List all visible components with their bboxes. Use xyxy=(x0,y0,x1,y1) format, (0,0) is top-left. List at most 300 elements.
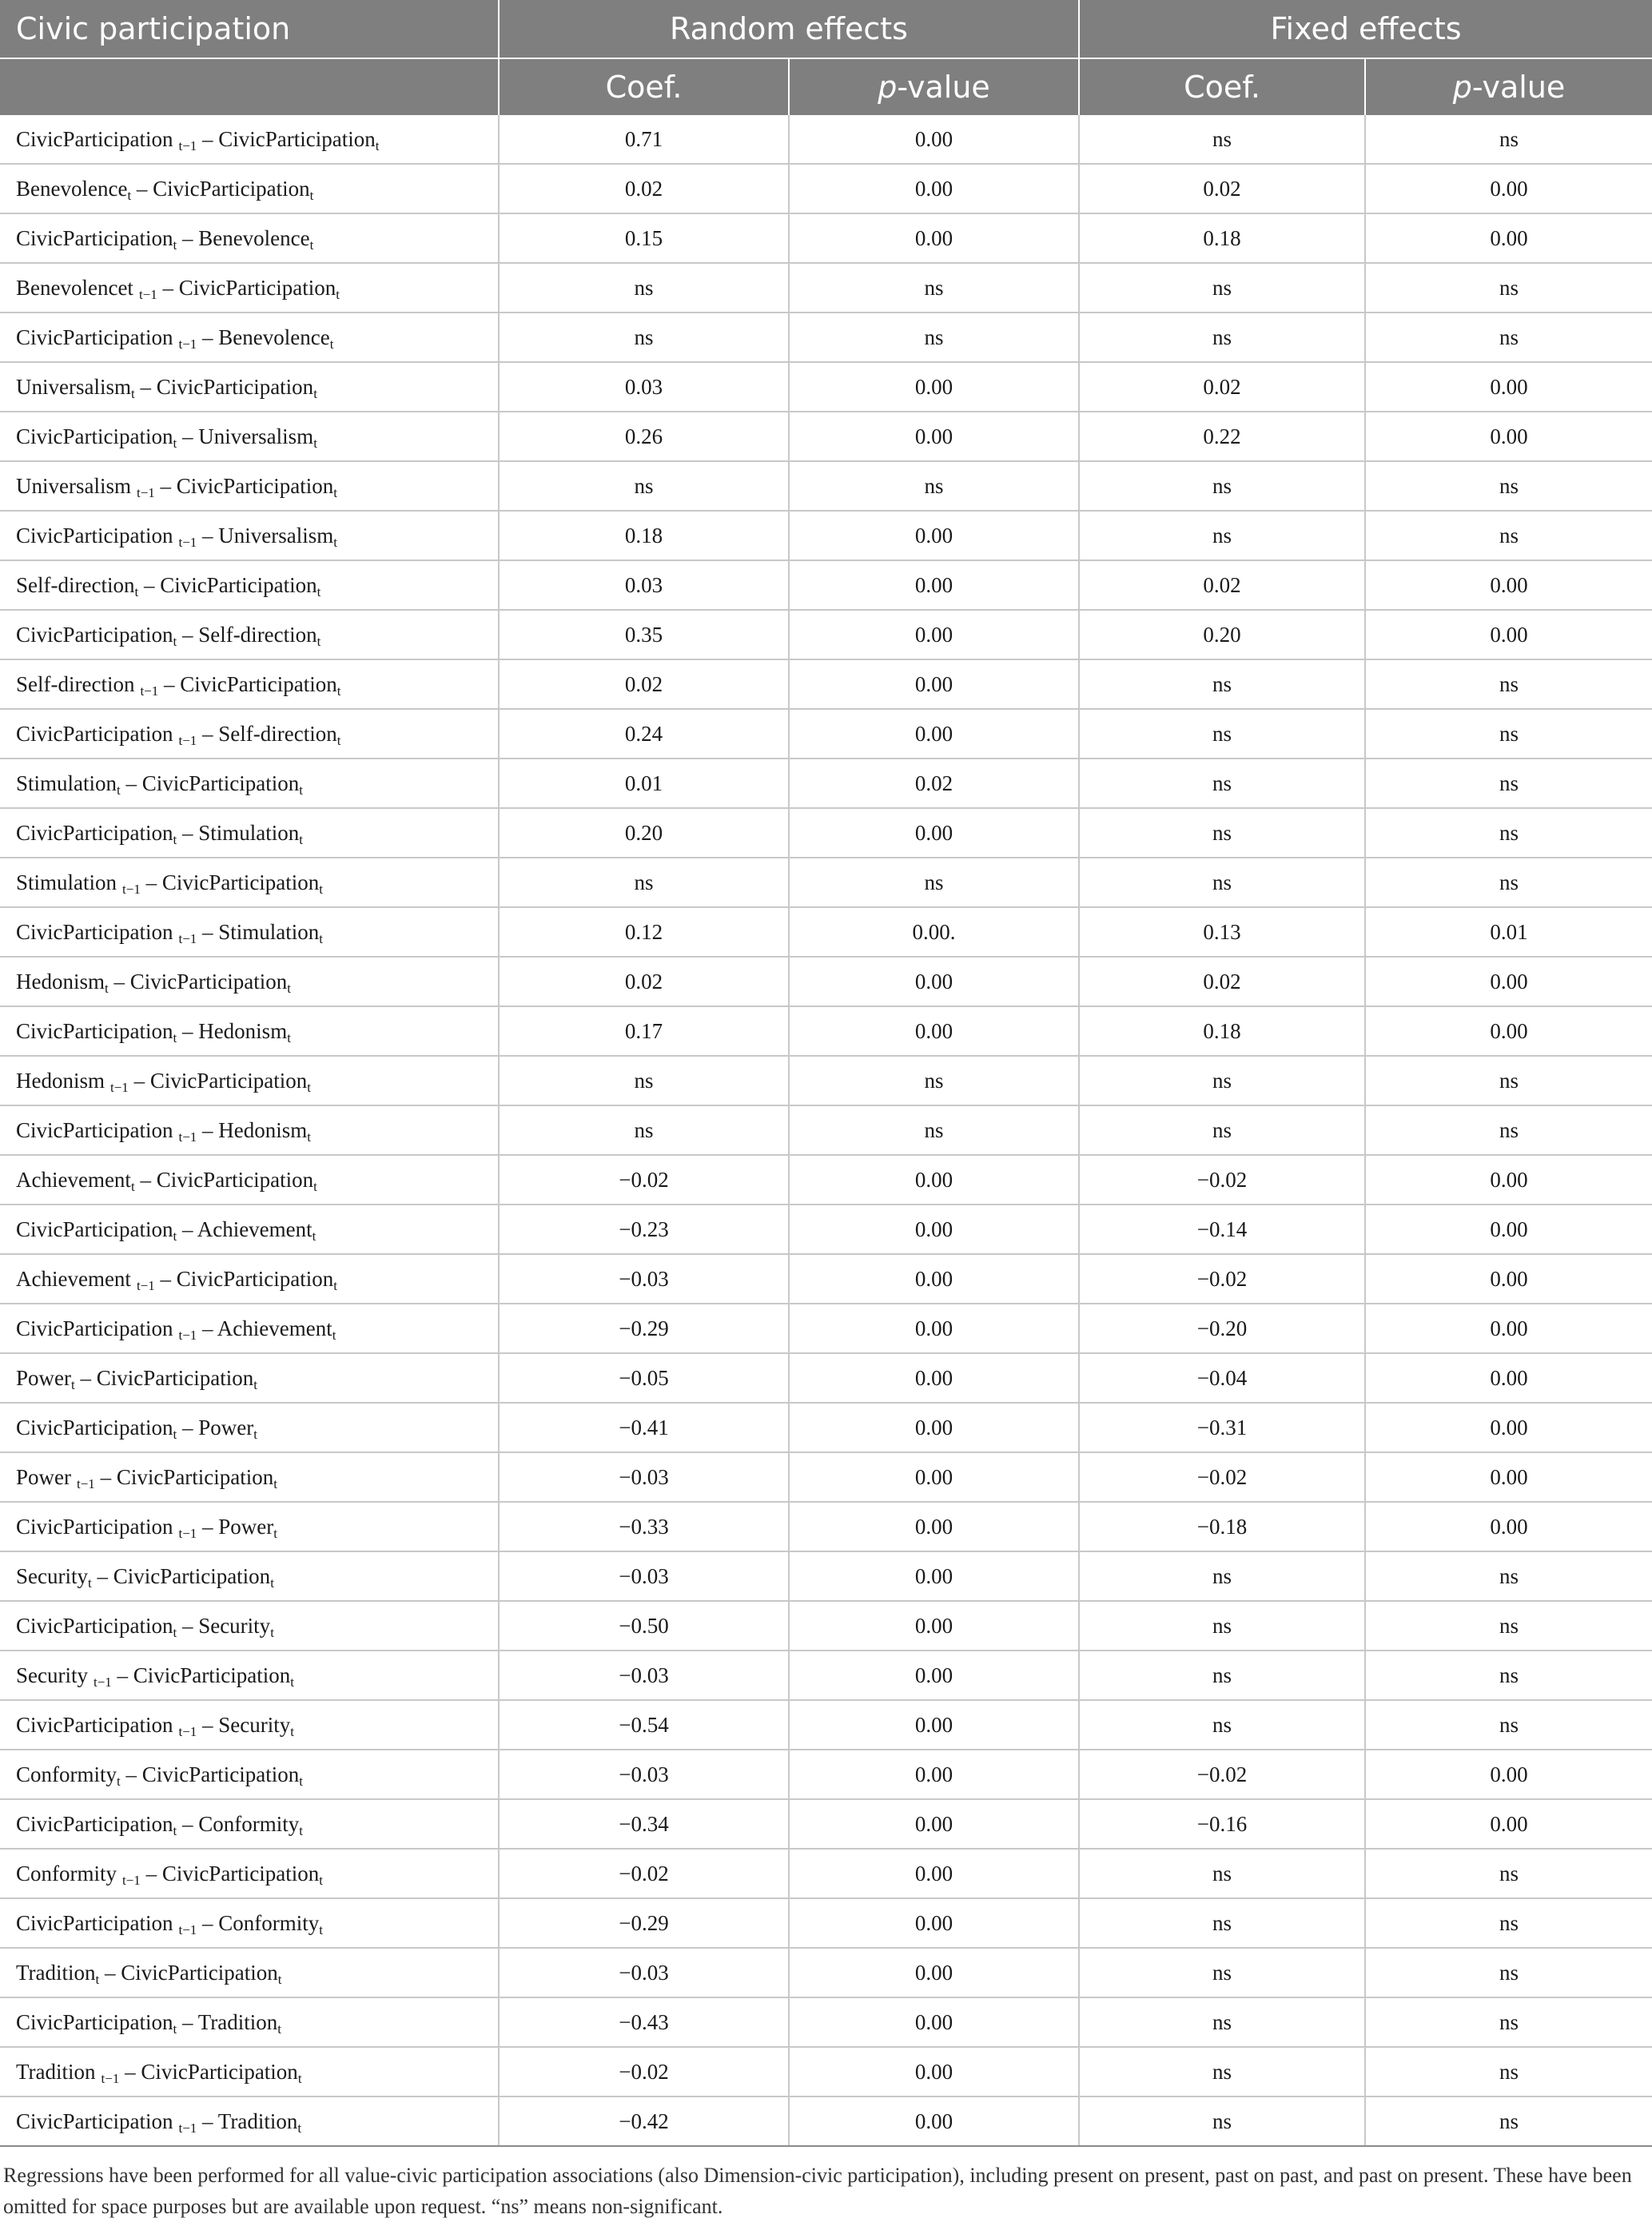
fixed-coef-cell: 0.13 xyxy=(1079,907,1365,957)
label-separator: – xyxy=(119,2059,141,2084)
random-pvalue-cell: 0.00 xyxy=(789,709,1079,759)
table-row xyxy=(0,1006,1652,1056)
label-right-subscript: t xyxy=(270,1624,274,1640)
row-label xyxy=(0,560,499,610)
fixed-coef-cell: −0.20 xyxy=(1079,1304,1365,1353)
label-left-term: CivicParticipation xyxy=(16,325,173,349)
fixed-coef-cell: 0.02 xyxy=(1079,164,1365,213)
random-coef-cell: −0.02 xyxy=(499,1155,789,1205)
label-right-term: CivicParticipation xyxy=(176,473,334,498)
label-left-subscript: t−1 xyxy=(178,1921,197,1937)
fixed-coef-cell: ns xyxy=(1079,313,1365,362)
label-separator: – xyxy=(197,1514,219,1539)
random-coef-cell: ns xyxy=(499,858,789,907)
table-row xyxy=(0,115,1652,164)
label-right-term: Achievement xyxy=(217,1316,332,1340)
random-pvalue-cell: 0.00 xyxy=(789,2097,1079,2146)
label-separator: – xyxy=(128,1068,150,1093)
table-row xyxy=(0,1353,1652,1403)
random-coef-cell: −0.29 xyxy=(499,1304,789,1353)
table-row xyxy=(0,1304,1652,1353)
row-label xyxy=(0,2097,499,2146)
label-separator: – xyxy=(158,671,181,696)
label-left-subscript: t−1 xyxy=(178,336,197,352)
fixed-coef-cell: −0.31 xyxy=(1079,1403,1365,1452)
label-separator: – xyxy=(177,225,199,250)
fixed-pvalue-cell: ns xyxy=(1365,1056,1652,1105)
random-coef-cell: 0.71 xyxy=(499,115,789,164)
row-label xyxy=(0,1997,499,2047)
label-left-subscript: t xyxy=(173,1029,177,1045)
fixed-coef-cell: ns xyxy=(1079,1056,1365,1105)
random-coef-cell: 0.24 xyxy=(499,709,789,759)
label-left-subscript: t−1 xyxy=(178,1129,197,1145)
header-blank-cell xyxy=(0,58,499,115)
row-label xyxy=(0,1304,499,1353)
label-right-term: CivicParticipation xyxy=(161,870,320,894)
table-row xyxy=(0,313,1652,362)
fixed-coef-cell: ns xyxy=(1079,1700,1365,1750)
label-right-subscript: t xyxy=(316,633,321,649)
random-coef-cell: ns xyxy=(499,1056,789,1105)
random-coef-cell: 0.12 xyxy=(499,907,789,957)
label-right-term: CivicParticipation xyxy=(96,1365,254,1390)
row-label xyxy=(0,1948,499,1997)
random-pvalue-cell: 0.00 xyxy=(789,412,1079,461)
label-right-term: CivicParticipation xyxy=(113,1563,271,1588)
fixed-coef-cell: −0.02 xyxy=(1079,1452,1365,1502)
fixed-coef-cell: ns xyxy=(1079,858,1365,907)
random-pvalue-cell: 0.00 xyxy=(789,1651,1079,1700)
label-right-term: Power xyxy=(198,1415,254,1440)
label-left-term: CivicParticipation xyxy=(16,919,173,944)
label-right-subscript: t xyxy=(253,1376,257,1392)
label-separator: – xyxy=(197,126,219,151)
label-separator: – xyxy=(134,374,157,399)
table-header xyxy=(0,0,1652,115)
table-row xyxy=(0,957,1652,1006)
random-pvalue-cell: 0.00 xyxy=(789,1997,1079,2047)
p-letter: p xyxy=(878,70,898,105)
label-left-term: Security xyxy=(16,1663,88,1687)
label-right-subscript: t xyxy=(287,1029,291,1045)
label-separator: – xyxy=(157,275,179,300)
fixed-pvalue-cell: 0.00 xyxy=(1365,1155,1652,1205)
label-right-term: CivicParticipation xyxy=(218,126,376,151)
fixed-coef-cell: 0.18 xyxy=(1079,213,1365,263)
random-coef-cell: −0.03 xyxy=(499,1750,789,1799)
label-right-term: Achievement xyxy=(197,1217,312,1241)
table-row xyxy=(0,1651,1652,1700)
fixed-pvalue-cell: ns xyxy=(1365,461,1652,511)
row-label xyxy=(0,1849,499,1898)
random-coef-cell: −0.50 xyxy=(499,1601,789,1651)
label-separator: – xyxy=(177,1415,199,1440)
random-coef-cell: −0.02 xyxy=(499,1849,789,1898)
row-label xyxy=(0,858,499,907)
fixed-pvalue-cell: 0.00 xyxy=(1365,362,1652,412)
label-separator: – xyxy=(138,572,161,597)
random-coef-cell: 0.01 xyxy=(499,759,789,808)
label-separator: – xyxy=(177,1217,197,1241)
random-coef-cell: −0.02 xyxy=(499,2047,789,2097)
label-right-subscript: t xyxy=(253,1426,257,1442)
row-label xyxy=(0,213,499,263)
label-left-subscript: t xyxy=(127,187,132,203)
fixed-pvalue-cell: ns xyxy=(1365,759,1652,808)
row-label xyxy=(0,610,499,659)
label-left-term: Benevolencet xyxy=(16,275,133,300)
random-coef-cell: 0.03 xyxy=(499,362,789,412)
fixed-pvalue-cell: 0.00 xyxy=(1365,213,1652,263)
label-right-term: CivicParticipation xyxy=(141,771,300,795)
fixed-pvalue-cell: ns xyxy=(1365,2047,1652,2097)
label-separator: – xyxy=(177,2009,198,2034)
label-right-subscript: t xyxy=(270,1575,274,1591)
label-right-term: Benevolence xyxy=(198,225,310,250)
fixed-pvalue-cell: 0.00 xyxy=(1365,1006,1652,1056)
fixed-coef-cell: ns xyxy=(1079,709,1365,759)
label-right-term: CivicParticipation xyxy=(141,1762,300,1786)
label-left-term: Stimulation xyxy=(16,870,117,894)
random-pvalue-cell: 0.02 xyxy=(789,759,1079,808)
label-right-subscript: t xyxy=(277,1971,282,1987)
random-coef-cell: −0.54 xyxy=(499,1700,789,1750)
fixed-coef-cell: ns xyxy=(1079,1651,1365,1700)
label-right-subscript: t xyxy=(375,137,380,153)
fixed-pvalue-cell: 0.00 xyxy=(1365,1403,1652,1452)
table-row xyxy=(0,1155,1652,1205)
random-pvalue-cell: 0.00 xyxy=(789,560,1079,610)
label-separator: – xyxy=(197,1712,219,1737)
row-label xyxy=(0,1799,499,1849)
random-coef-cell: −0.41 xyxy=(499,1403,789,1452)
table-row xyxy=(0,1205,1652,1254)
table-row xyxy=(0,709,1652,759)
row-label xyxy=(0,1254,499,1304)
label-right-subscript: t xyxy=(312,1228,316,1244)
label-left-subscript: t−1 xyxy=(110,1079,129,1095)
label-separator: – xyxy=(108,969,130,994)
label-left-subscript: t xyxy=(173,1426,177,1442)
row-label xyxy=(0,263,499,313)
random-coef-cell: ns xyxy=(499,461,789,511)
label-separator: – xyxy=(177,622,199,647)
label-right-subscript: t xyxy=(319,930,324,946)
random-pvalue-cell: 0.00 xyxy=(789,2047,1079,2097)
fixed-coef-cell: −0.18 xyxy=(1079,1502,1365,1551)
label-separator: – xyxy=(134,1167,157,1192)
label-left-term: CivicParticipation xyxy=(16,1316,173,1340)
random-pvalue-cell: 0.00 xyxy=(789,1750,1079,1799)
label-right-subscript: t xyxy=(307,1079,312,1095)
fixed-coef-cell: ns xyxy=(1079,2047,1365,2097)
fixed-coef-cell: −0.02 xyxy=(1079,1750,1365,1799)
label-right-subscript: t xyxy=(313,385,317,401)
random-pvalue-cell: 0.00 xyxy=(789,1799,1079,1849)
row-label xyxy=(0,164,499,213)
table-row xyxy=(0,263,1652,313)
label-separator: – xyxy=(197,1117,219,1142)
label-separator: – xyxy=(197,1316,217,1340)
random-coef-cell: −0.03 xyxy=(499,1452,789,1502)
random-coef-cell: −0.33 xyxy=(499,1502,789,1551)
label-right-subscript: t xyxy=(273,1525,278,1541)
fixed-pvalue-cell: 0.00 xyxy=(1365,1205,1652,1254)
table-row xyxy=(0,461,1652,511)
label-left-subscript: t−1 xyxy=(178,1525,197,1541)
fixed-pvalue-cell: 0.00 xyxy=(1365,560,1652,610)
row-label xyxy=(0,1452,499,1502)
label-left-term: Self-direction xyxy=(16,671,135,696)
label-left-subscript: t xyxy=(173,237,177,253)
fixed-coef-cell: ns xyxy=(1079,263,1365,313)
row-label xyxy=(0,1155,499,1205)
fixed-coef-cell: −0.02 xyxy=(1079,1155,1365,1205)
row-label xyxy=(0,1750,499,1799)
random-pvalue-cell: 0.00 xyxy=(789,659,1079,709)
label-left-subscript: t−1 xyxy=(136,484,155,500)
label-left-subscript: t−1 xyxy=(136,1277,155,1293)
label-right-term: Stimulation xyxy=(198,820,300,845)
label-right-term: CivicParticipation xyxy=(129,969,288,994)
label-right-subscript: t xyxy=(333,1277,337,1293)
label-left-term: Self-direction xyxy=(16,572,135,597)
row-label xyxy=(0,313,499,362)
random-coef-cell: −0.03 xyxy=(499,1254,789,1304)
table-row xyxy=(0,2097,1652,2146)
random-pvalue-cell: ns xyxy=(789,1105,1079,1155)
label-separator: – xyxy=(140,1861,162,1886)
label-left-term: CivicParticipation xyxy=(16,1018,173,1043)
label-separator: – xyxy=(197,1910,219,1935)
label-left-term: CivicParticipation xyxy=(16,523,173,548)
table-row xyxy=(0,1452,1652,1502)
label-separator: – xyxy=(91,1563,113,1588)
label-left-term: Benevolence xyxy=(16,176,128,201)
label-left-subscript: t−1 xyxy=(178,534,197,550)
label-right-term: Tradition xyxy=(197,2009,278,2034)
row-label xyxy=(0,709,499,759)
random-coef-cell: 0.35 xyxy=(499,610,789,659)
random-coef-cell: ns xyxy=(499,313,789,362)
random-pvalue-cell: 0.00 xyxy=(789,1601,1079,1651)
label-right-subscript: t xyxy=(333,534,337,550)
table-row xyxy=(0,1849,1652,1898)
row-label xyxy=(0,511,499,560)
random-pvalue-cell: 0.00 xyxy=(789,1205,1079,1254)
label-left-subscript: t−1 xyxy=(138,286,157,302)
label-separator: – xyxy=(120,771,142,795)
random-pvalue-cell: 0.00 xyxy=(789,115,1079,164)
label-separator: – xyxy=(177,424,199,448)
label-left-subscript: t−1 xyxy=(93,1674,112,1690)
label-left-subscript: t−1 xyxy=(101,2070,120,2086)
label-right-subscript: t xyxy=(299,1822,303,1838)
label-left-term: CivicParticipation xyxy=(16,820,173,845)
label-left-subscript: t−1 xyxy=(122,881,141,897)
label-left-subscript: t xyxy=(105,980,109,996)
table-row xyxy=(0,213,1652,263)
fixed-pvalue-cell: ns xyxy=(1365,115,1652,164)
random-pvalue-cell: 0.00 xyxy=(789,1898,1079,1948)
fixed-coef-cell: ns xyxy=(1079,1997,1365,2047)
random-coef-cell: 0.15 xyxy=(499,213,789,263)
fixed-pvalue-cell: ns xyxy=(1365,1948,1652,1997)
label-left-subscript: t xyxy=(95,1971,100,1987)
label-right-subscript: t xyxy=(297,2120,302,2136)
label-left-term: CivicParticipation xyxy=(16,622,173,647)
fixed-coef-cell: −0.02 xyxy=(1079,1254,1365,1304)
fixed-pvalue-cell: ns xyxy=(1365,2097,1652,2146)
label-right-term: Security xyxy=(198,1613,271,1638)
label-left-subscript: t−1 xyxy=(178,1723,197,1739)
fixed-coef-cell: ns xyxy=(1079,461,1365,511)
table-row xyxy=(0,362,1652,412)
label-right-term: Tradition xyxy=(217,2109,298,2133)
label-left-subscript: t xyxy=(173,1624,177,1640)
row-label xyxy=(0,808,499,858)
fixed-coef-cell: ns xyxy=(1079,1898,1365,1948)
label-separator: – xyxy=(197,523,219,548)
label-right-term: CivicParticipation xyxy=(116,1464,274,1489)
table-row xyxy=(0,1254,1652,1304)
header-fixed-pvalue xyxy=(1365,58,1652,115)
label-right-term: Self-direction xyxy=(198,622,317,647)
label-right-subscript: t xyxy=(290,1723,294,1739)
header-row-columns xyxy=(0,58,1652,115)
fixed-coef-cell: ns xyxy=(1079,2097,1365,2146)
label-separator: – xyxy=(131,176,153,201)
random-pvalue-cell: 0.00 xyxy=(789,1700,1079,1750)
label-right-term: CivicParticipation xyxy=(156,374,314,399)
label-left-subscript: t−1 xyxy=(178,137,197,153)
random-pvalue-cell: 0.00 xyxy=(789,610,1079,659)
label-right-term: CivicParticipation xyxy=(178,275,336,300)
label-left-term: CivicParticipation xyxy=(16,2109,173,2133)
label-right-term: Conformity xyxy=(198,1811,300,1836)
table-row xyxy=(0,1700,1652,1750)
row-label xyxy=(0,1551,499,1601)
random-coef-cell: −0.29 xyxy=(499,1898,789,1948)
label-right-term: CivicParticipation xyxy=(153,176,310,201)
random-pvalue-cell: ns xyxy=(789,461,1079,511)
label-separator: – xyxy=(177,1018,199,1043)
table-footnote: Regressions have been performed for all value-civic participation associations (also Dimension-civic participation), including present on present, past on past, and past on present. These have been omitted for space purposes but are available upon request. “ns” means non-significant. xyxy=(3,2164,1632,2218)
label-right-term: CivicParticipation xyxy=(133,1663,291,1687)
row-label xyxy=(0,1898,499,1948)
row-label xyxy=(0,1651,499,1700)
random-pvalue-cell: 0.00 xyxy=(789,1452,1079,1502)
fixed-pvalue-cell: ns xyxy=(1365,808,1652,858)
table-row xyxy=(0,1948,1652,1997)
random-coef-cell: ns xyxy=(499,1105,789,1155)
label-right-subscript: t xyxy=(313,1178,317,1194)
fixed-coef-cell: ns xyxy=(1079,1105,1365,1155)
random-pvalue-cell: 0.00 xyxy=(789,1353,1079,1403)
label-right-subscript: t xyxy=(309,187,314,203)
table-row xyxy=(0,858,1652,907)
fixed-coef-cell: 0.22 xyxy=(1079,412,1365,461)
random-coef-cell: −0.03 xyxy=(499,1651,789,1700)
label-right-term: CivicParticipation xyxy=(180,671,337,696)
label-left-term: Security xyxy=(16,1563,88,1588)
label-left-term: CivicParticipation xyxy=(16,1910,173,1935)
label-left-term: CivicParticipation xyxy=(16,225,173,250)
fixed-pvalue-cell: 0.00 xyxy=(1365,1750,1652,1799)
row-label xyxy=(0,659,499,709)
fixed-pvalue-cell: 0.00 xyxy=(1365,1304,1652,1353)
label-left-term: Power xyxy=(16,1365,71,1390)
label-right-term: CivicParticipation xyxy=(156,1167,314,1192)
label-right-term: Stimulation xyxy=(218,919,320,944)
random-pvalue-cell: 0.00 xyxy=(789,957,1079,1006)
table-body xyxy=(0,115,1652,2146)
label-left-term: CivicParticipation xyxy=(16,1712,173,1737)
row-label xyxy=(0,412,499,461)
row-label xyxy=(0,1006,499,1056)
random-coef-cell: 0.17 xyxy=(499,1006,789,1056)
label-separator: – xyxy=(197,721,219,746)
label-left-term: CivicParticipation xyxy=(16,126,173,151)
random-pvalue-cell: 0.00 xyxy=(789,511,1079,560)
label-left-subscript: t−1 xyxy=(140,683,159,699)
label-right-subscript: t xyxy=(287,980,291,996)
fixed-pvalue-cell: 0.00 xyxy=(1365,1502,1652,1551)
label-left-subscript: t xyxy=(173,2021,177,2037)
label-left-term: Achievement xyxy=(16,1167,131,1192)
table-row xyxy=(0,1105,1652,1155)
table-row xyxy=(0,759,1652,808)
random-pvalue-cell: 0.00 xyxy=(789,808,1079,858)
fixed-coef-cell: −0.16 xyxy=(1079,1799,1365,1849)
label-right-term: CivicParticipation xyxy=(176,1266,334,1291)
fixed-pvalue-cell: 0.00 xyxy=(1365,1353,1652,1403)
label-right-term: Universalism xyxy=(218,523,334,548)
header-civic-participation: Civic participation xyxy=(0,0,499,58)
fixed-coef-cell: ns xyxy=(1079,1849,1365,1898)
label-left-subscript: t xyxy=(173,1822,177,1838)
label-separator: – xyxy=(177,820,199,845)
pvalue-suffix: -value xyxy=(1471,70,1566,105)
random-pvalue-cell: 0.00 xyxy=(789,362,1079,412)
random-coef-cell: −0.23 xyxy=(499,1205,789,1254)
label-right-term: Hedonism xyxy=(218,1117,308,1142)
label-right-term: Benevolence xyxy=(218,325,330,349)
random-coef-cell: 0.26 xyxy=(499,412,789,461)
label-right-subscript: t xyxy=(336,286,340,302)
label-right-subscript: t xyxy=(277,2021,281,2037)
label-right-term: Universalism xyxy=(198,424,314,448)
row-label xyxy=(0,2047,499,2097)
random-coef-cell: 0.02 xyxy=(499,164,789,213)
label-right-subscript: t xyxy=(319,881,324,897)
label-right-subscript: t xyxy=(332,1327,336,1343)
fixed-pvalue-cell: ns xyxy=(1365,313,1652,362)
fixed-coef-cell: ns xyxy=(1079,759,1365,808)
fixed-pvalue-cell: 0.00 xyxy=(1365,610,1652,659)
label-left-term: CivicParticipation xyxy=(16,1514,173,1539)
label-right-subscript: t xyxy=(297,2070,302,2086)
row-label xyxy=(0,115,499,164)
fixed-pvalue-cell: ns xyxy=(1365,1997,1652,2047)
label-separator: – xyxy=(154,1266,177,1291)
label-left-subscript: t xyxy=(173,1228,177,1244)
label-left-subscript: t xyxy=(173,831,177,847)
fixed-pvalue-cell: ns xyxy=(1365,1601,1652,1651)
table-row xyxy=(0,1056,1652,1105)
fixed-pvalue-cell: ns xyxy=(1365,1551,1652,1601)
